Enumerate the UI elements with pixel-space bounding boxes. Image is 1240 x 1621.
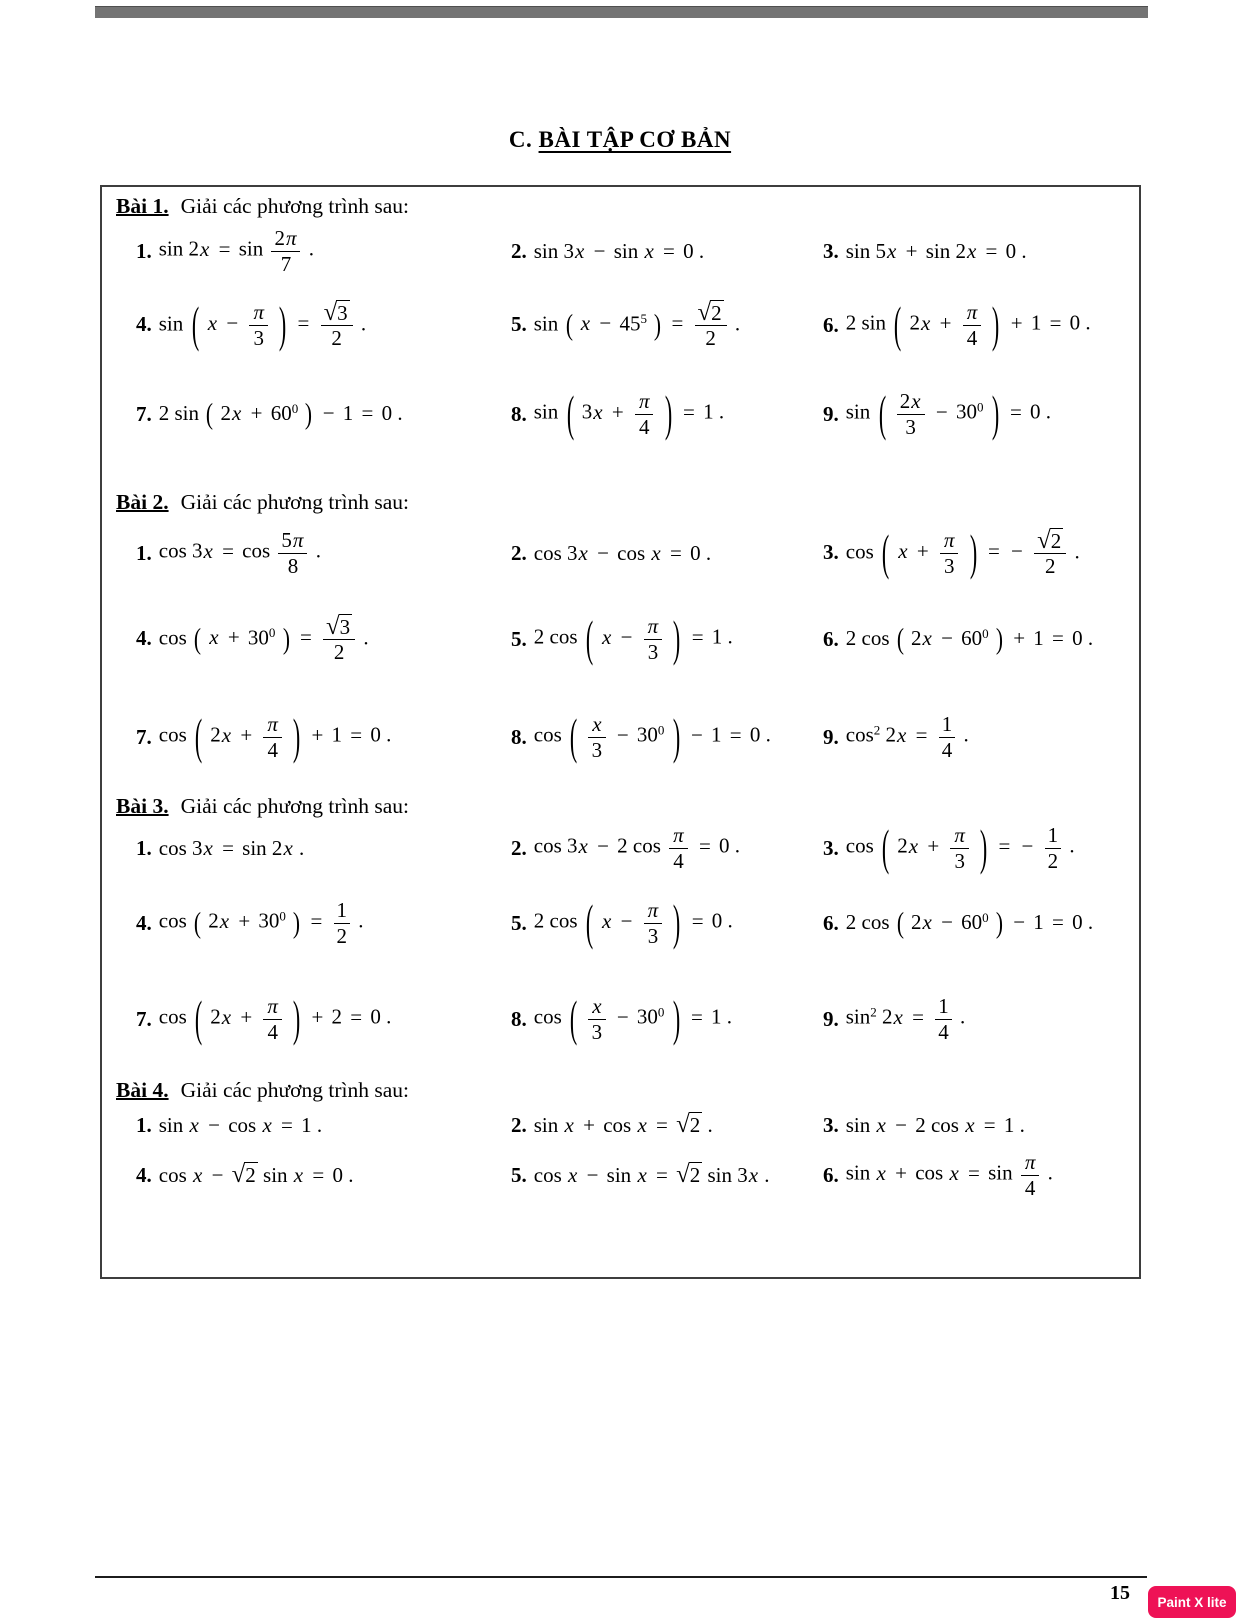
problem (114, 1113, 489, 1138)
problem-equation: cos ( 2x + $\frac{\pi}{3}$ ) = − $\frac{1}{2}$ . (845, 818, 1075, 876)
problem-equation: $\sin^2 2x$ = $\frac{1}{4}$ . (845, 994, 966, 1044)
problem (801, 239, 1139, 264)
problem-equation: sin 3x − sin x = 0 . (533, 238, 705, 263)
problem (801, 1150, 1139, 1199)
problem-equation: sin ( 3x + $\frac{\pi}{4}$ ) = 1 . (533, 384, 725, 442)
problem-row (114, 1147, 1139, 1203)
problem-row (114, 877, 1139, 969)
problem-number: 7. (136, 1006, 152, 1031)
problem (489, 707, 801, 765)
problem-equation: 2 cos ( $2x - 60^0$ ) + 1 = 0 . (845, 622, 1094, 656)
problem (489, 1112, 801, 1138)
exercise-section (114, 793, 1139, 1069)
problem-row (114, 219, 1139, 283)
problem-number: 2. (511, 540, 527, 565)
problem-row (114, 819, 1139, 877)
section-heading (116, 489, 1139, 515)
problem-equation: $\cos^2 2x$ = $\frac{1}{4}$ . (845, 712, 969, 762)
problem (489, 300, 801, 351)
problem-number: 6. (823, 1162, 839, 1187)
problem-number: 5. (511, 910, 527, 935)
problem-number: 6. (823, 910, 839, 935)
exercise-box (100, 185, 1141, 1279)
problem-equation: sin ( x − $\frac{\pi}{3}$ ) = $\frac{√3}{2}$ . (158, 295, 367, 353)
problem-equation: 2 cos ( $2x - 60^0$ ) − 1 = 0 . (845, 906, 1094, 940)
problem (489, 609, 801, 667)
problem (489, 384, 801, 442)
problem-equation: sin ( $x - 45^5$ ) = $\frac{√2}{2}$ . (533, 298, 741, 351)
problem-equation: cos x − sin x = √2 sin 3x . (533, 1161, 770, 1188)
problem (114, 397, 489, 431)
problem-number: 3. (823, 1112, 839, 1137)
problem-number: 8. (511, 401, 527, 426)
problem-number: 9. (823, 401, 839, 426)
problem-equation: sin x − cos x = 1 . (158, 1112, 323, 1137)
problem (801, 818, 1139, 876)
problem-number: 3. (823, 540, 839, 565)
problem-number: 9. (823, 1006, 839, 1031)
exercise-section (114, 1077, 1139, 1203)
section-label: Bài 4. (116, 1078, 169, 1102)
problem (801, 295, 1139, 353)
problem (114, 295, 489, 353)
problem-number: 7. (136, 724, 152, 749)
problem-number: 6. (823, 312, 839, 337)
problem-row (114, 515, 1139, 591)
problem (489, 989, 801, 1047)
problem-number: 2. (511, 238, 527, 263)
section-heading (116, 193, 1139, 219)
problem-equation: cos 3x = cos $\frac{5\pi}{8}$ . (158, 528, 321, 578)
paint-x-lite-badge: Paint X lite (1148, 1586, 1236, 1618)
problem-equation: cos 3x = sin 2x . (158, 835, 305, 860)
problem-equation: sin x + cos x = √2 . (533, 1111, 713, 1138)
problem (489, 541, 801, 566)
section-label: Bài 3. (116, 794, 169, 818)
problem-row (114, 969, 1139, 1069)
problem-equation: 2 sin ( 2x + $\frac{\pi}{4}$ ) + 1 = 0 . (845, 295, 1091, 353)
exercise-section (114, 193, 1139, 461)
problem-number: 2. (511, 835, 527, 860)
problem-equation: cos ( 2x + $\frac{\pi}{4}$ ) + 1 = 0 . (158, 707, 392, 765)
problem-equation: cos ( x + $\frac{\pi}{3}$ ) = − $\frac{√2}{2}$ . (845, 523, 1080, 581)
problem (801, 384, 1139, 442)
page-number: 15 (1110, 1582, 1130, 1604)
problem-number: 4. (136, 1162, 152, 1187)
problem (114, 1162, 489, 1188)
problem (489, 893, 801, 951)
section-heading (116, 1077, 1139, 1103)
footer-divider (95, 1576, 1147, 1578)
problem-equation: 2 cos ( x − $\frac{\pi}{3}$ ) = 0 . (533, 893, 733, 951)
problem-number: 5. (511, 626, 527, 651)
problem (114, 226, 489, 275)
problem (114, 528, 489, 577)
problem-number: 9. (823, 724, 839, 749)
problem (114, 898, 489, 947)
problem-equation: cos 3x − cos x = 0 . (533, 540, 712, 565)
problem-number: 1. (136, 540, 152, 565)
problem-number: 2. (511, 1112, 527, 1137)
problem (801, 994, 1139, 1043)
problem-equation: cos ( $x + 30^0$ ) = $\frac{√3}{2}$ . (158, 612, 369, 665)
section-prompt: Giải các phương trình sau: (180, 794, 409, 818)
page-title (0, 127, 1240, 153)
problem (489, 1162, 801, 1188)
problem-equation: cos ( $\frac{x}{3}$ − $30^0$ ) − 1 = 0 . (533, 707, 771, 765)
problem-equation: 2 cos ( x − $\frac{\pi}{3}$ ) = 1 . (533, 609, 733, 667)
problem (114, 989, 489, 1047)
problem-number: 1. (136, 835, 152, 860)
problem-number: 5. (511, 1162, 527, 1187)
problem-number: 4. (136, 910, 152, 935)
problem-number: 8. (511, 724, 527, 749)
problem-number: 6. (823, 626, 839, 651)
section-prompt: Giải các phương trình sau: (180, 490, 409, 514)
problem-row (114, 1103, 1139, 1147)
problem-row (114, 283, 1139, 367)
problem-row (114, 591, 1139, 687)
problem-number: 8. (511, 1006, 527, 1031)
problem-equation: cos ( $\frac{x}{3}$ − $30^0$ ) = 1 . (533, 989, 733, 1047)
problem-equation: sin 5x + sin 2x = 0 . (845, 238, 1027, 263)
problem-equation: cos ( $2x + 30^0$ ) = $\frac{1}{2}$ . (158, 898, 364, 948)
problem-equation: sin 2x = sin $\frac{2\pi}{7}$ . (158, 226, 314, 276)
section-label: Bài 1. (116, 194, 169, 218)
problem-equation: cos x − √2 sin x = 0 . (158, 1161, 354, 1188)
problem-number: 5. (511, 312, 527, 337)
problem (801, 712, 1139, 761)
problem (489, 239, 801, 264)
problem (801, 906, 1139, 940)
problem (114, 614, 489, 665)
problem-number: 4. (136, 312, 152, 337)
problem-equation: sin ( $\frac{2x}{3}$ − $30^0$ ) = 0 . (845, 384, 1052, 442)
problem-number: 3. (823, 238, 839, 263)
problem-number: 3. (823, 835, 839, 860)
problem-equation: sin x + cos x = sin $\frac{\pi}{4}$ . (845, 1150, 1053, 1200)
problem-equation: sin x − 2 cos x = 1 . (845, 1112, 1025, 1137)
problem-number: 1. (136, 238, 152, 263)
title-prefix: C. (508, 127, 533, 153)
title-text: BÀI TẬP CƠ BẢN (538, 127, 732, 153)
problem (114, 707, 489, 765)
problem-equation: 2 sin ( $2x + 60^0$ ) − 1 = 0 . (158, 397, 403, 431)
section-heading (116, 793, 1139, 819)
problem-equation: cos 3x − 2 cos $\frac{\pi}{4}$ = 0 . (533, 823, 741, 873)
problem-row (114, 687, 1139, 787)
problem-number: 1. (136, 1112, 152, 1137)
problem-number: 7. (136, 401, 152, 426)
problem-number: 4. (136, 626, 152, 651)
problem-row (114, 367, 1139, 461)
problem (801, 523, 1139, 581)
problem (801, 622, 1139, 656)
section-label: Bài 2. (116, 490, 169, 514)
exercise-section (114, 489, 1139, 787)
problem (114, 836, 489, 861)
top-divider-bar (95, 6, 1148, 18)
problem-equation: cos ( 2x + $\frac{\pi}{4}$ ) + 2 = 0 . (158, 989, 392, 1047)
problem (489, 823, 801, 872)
section-prompt: Giải các phương trình sau: (180, 194, 409, 218)
problem (801, 1113, 1139, 1138)
section-prompt: Giải các phương trình sau: (180, 1078, 409, 1102)
